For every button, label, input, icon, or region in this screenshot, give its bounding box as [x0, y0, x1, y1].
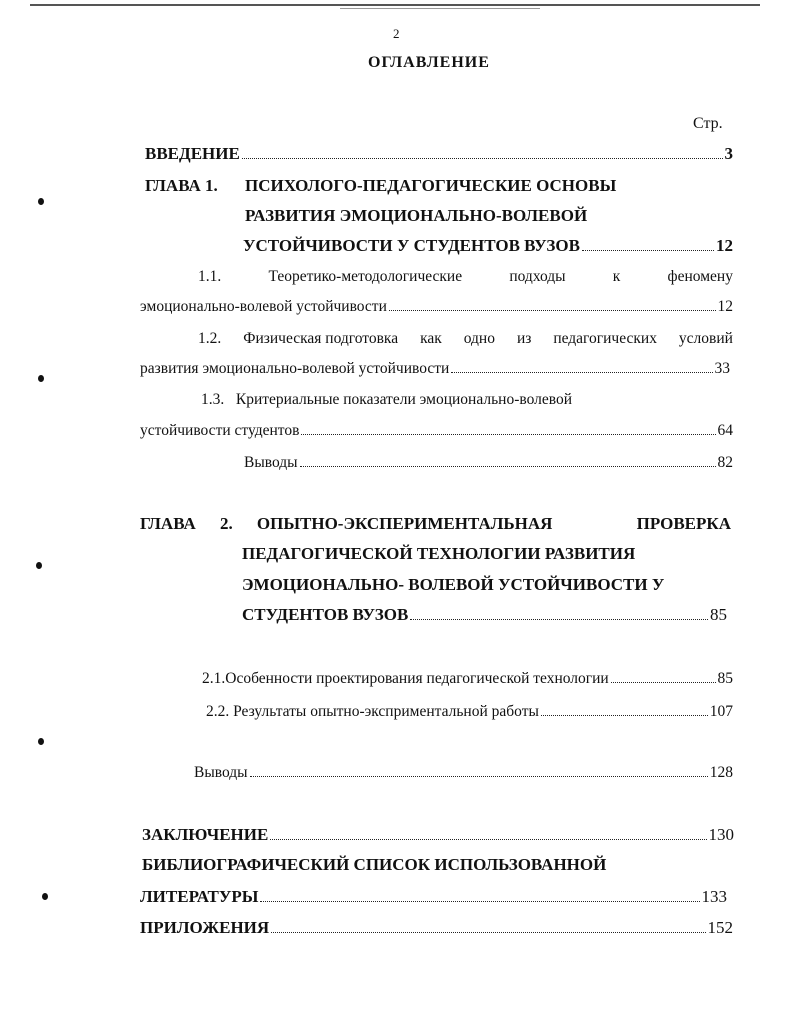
leader-dots [250, 776, 708, 777]
chapter2-title-line4: СТУДЕНТОВ ВУЗОВ [242, 605, 409, 624]
word: как [420, 330, 442, 347]
toc-bibliography-line1[interactable]: БИБЛИОГРАФИЧЕСКИЙ СПИСОК ИСПОЛЬЗОВАННОЙ [142, 855, 607, 874]
toc-bibliography-page: 133 [701, 887, 727, 906]
toc-intro[interactable] [145, 144, 733, 164]
leader-dots [611, 682, 716, 683]
word: ОПЫТНО-ЭКСПЕРИМЕНТАЛЬНАЯ [256, 514, 553, 533]
toc-appendix[interactable] [140, 918, 733, 938]
toc-section-1-1-line2[interactable] [140, 298, 733, 316]
toc-chapter1[interactable] [243, 236, 733, 256]
toc-bibliography-line2: ЛИТЕРАТУРЫ [140, 887, 259, 906]
word: феномену [667, 268, 733, 285]
chapter2-title-line3: ЭМОЦИОНАЛЬНО- ВОЛЕВОЙ УСТОЙЧИВОСТИ У [242, 575, 665, 594]
toc-conclusion[interactable] [142, 825, 734, 845]
section-2-1-page: 85 [717, 670, 733, 687]
leader-dots [451, 372, 712, 373]
leader-dots [389, 310, 716, 311]
leader-dots [300, 466, 716, 467]
toc-section-1-1[interactable] [198, 268, 733, 286]
section-2-2-page: 107 [709, 703, 733, 720]
chapter1-conclusions-page: 82 [717, 454, 733, 471]
toc-intro-page: 3 [724, 144, 733, 163]
leader-dots [242, 158, 723, 159]
binding-hole-mark [36, 562, 42, 569]
chapter1-conclusions-label: Выводы [244, 454, 298, 471]
binding-hole-mark [38, 738, 44, 745]
section-1-2-line2: развития эмоционально-волевой устойчивости [140, 360, 450, 377]
toc-conclusion-page: 130 [708, 825, 734, 844]
toc-intro-label: ВВЕДЕНИЕ [145, 144, 240, 163]
binding-hole-mark [38, 198, 44, 205]
word: подходы [509, 268, 566, 285]
top-border-line [30, 4, 760, 6]
chapter2-page: 85 [710, 605, 727, 624]
chapter2-title-line1[interactable] [140, 514, 731, 534]
page-column-label: Стр. [693, 115, 723, 132]
toc-section-2-2[interactable] [206, 703, 733, 721]
toc-section-1-2[interactable] [198, 330, 733, 348]
word: 1.1. [198, 268, 222, 285]
section-1-1-page: 12 [717, 298, 733, 315]
leader-dots [410, 619, 708, 620]
section-1-1-line2: эмоционально-волевой устойчивости [140, 298, 387, 315]
word: одно [463, 330, 495, 347]
word: к [612, 268, 621, 285]
section-1-2-page: 33 [714, 360, 730, 377]
page-title: ОГЛАВЛЕНИЕ [368, 54, 490, 71]
toc-appendix-label: ПРИЛОЖЕНИЯ [140, 918, 270, 937]
page-number: 2 [393, 26, 400, 41]
toc-chapter1-conclusions[interactable] [244, 454, 733, 472]
toc-section-2-1[interactable] [202, 670, 733, 688]
chapter1-title-line1: ПСИХОЛОГО-ПЕДАГОГИЧЕСКИЕ ОСНОВЫ [245, 176, 617, 195]
chapter2-conclusions-page: 128 [709, 764, 733, 781]
leader-dots [270, 839, 706, 840]
word: Физическая подготовка [243, 330, 399, 347]
leader-dots [582, 250, 714, 251]
leader-dots [271, 932, 705, 933]
word: из [516, 330, 532, 347]
chapter2-conclusions-label: Выводы [194, 764, 248, 781]
chapter2-title-line2: ПЕДАГОГИЧЕСКОЙ ТЕХНОЛОГИИ РАЗВИТИЯ [242, 544, 636, 563]
section-1-3-page: 64 [717, 422, 733, 439]
chapter1-title-line3: УСТОЙЧИВОСТИ У СТУДЕНТОВ ВУЗОВ [243, 236, 580, 255]
section-2-2-label: 2.2. Результаты опытно-эксприментальной работы [206, 703, 539, 720]
toc-bibliography[interactable] [140, 887, 727, 907]
word: 2. [219, 514, 233, 533]
word: 1.2. [198, 330, 222, 347]
word: условий [678, 330, 733, 347]
toc-chapter2[interactable] [242, 605, 727, 625]
top-border-line-short [340, 8, 540, 9]
leader-dots [301, 434, 715, 435]
toc-conclusion-label: ЗАКЛЮЧЕНИЕ [142, 825, 269, 844]
binding-hole-mark [42, 893, 48, 900]
toc-section-1-3[interactable]: 1.3. Критериальные показатели эмоционально-волевой [201, 391, 572, 408]
word: педагогических [553, 330, 657, 347]
leader-dots [260, 901, 699, 902]
leader-dots [541, 715, 708, 716]
chapter1-title-line2: РАЗВИТИЯ ЭМОЦИОНАЛЬНО-ВОЛЕВОЙ [245, 206, 588, 225]
word: Теоретико-методологические [268, 268, 463, 285]
word: ПРОВЕРКА [636, 514, 731, 533]
section-1-3-line2: устойчивости студентов [140, 422, 300, 439]
section-2-1-label: 2.1.Особенности проектирования педагогической технологии [202, 670, 609, 687]
chapter1-prefix: ГЛАВА 1. [145, 176, 218, 195]
binding-hole-mark [38, 375, 44, 382]
toc-appendix-page: 152 [707, 918, 733, 937]
toc-section-1-3-line2[interactable] [140, 422, 733, 440]
chapter1-page: 12 [716, 236, 733, 255]
word: ГЛАВА [140, 514, 196, 533]
toc-section-1-2-line2[interactable] [140, 360, 730, 378]
toc-chapter2-conclusions[interactable] [194, 764, 733, 782]
